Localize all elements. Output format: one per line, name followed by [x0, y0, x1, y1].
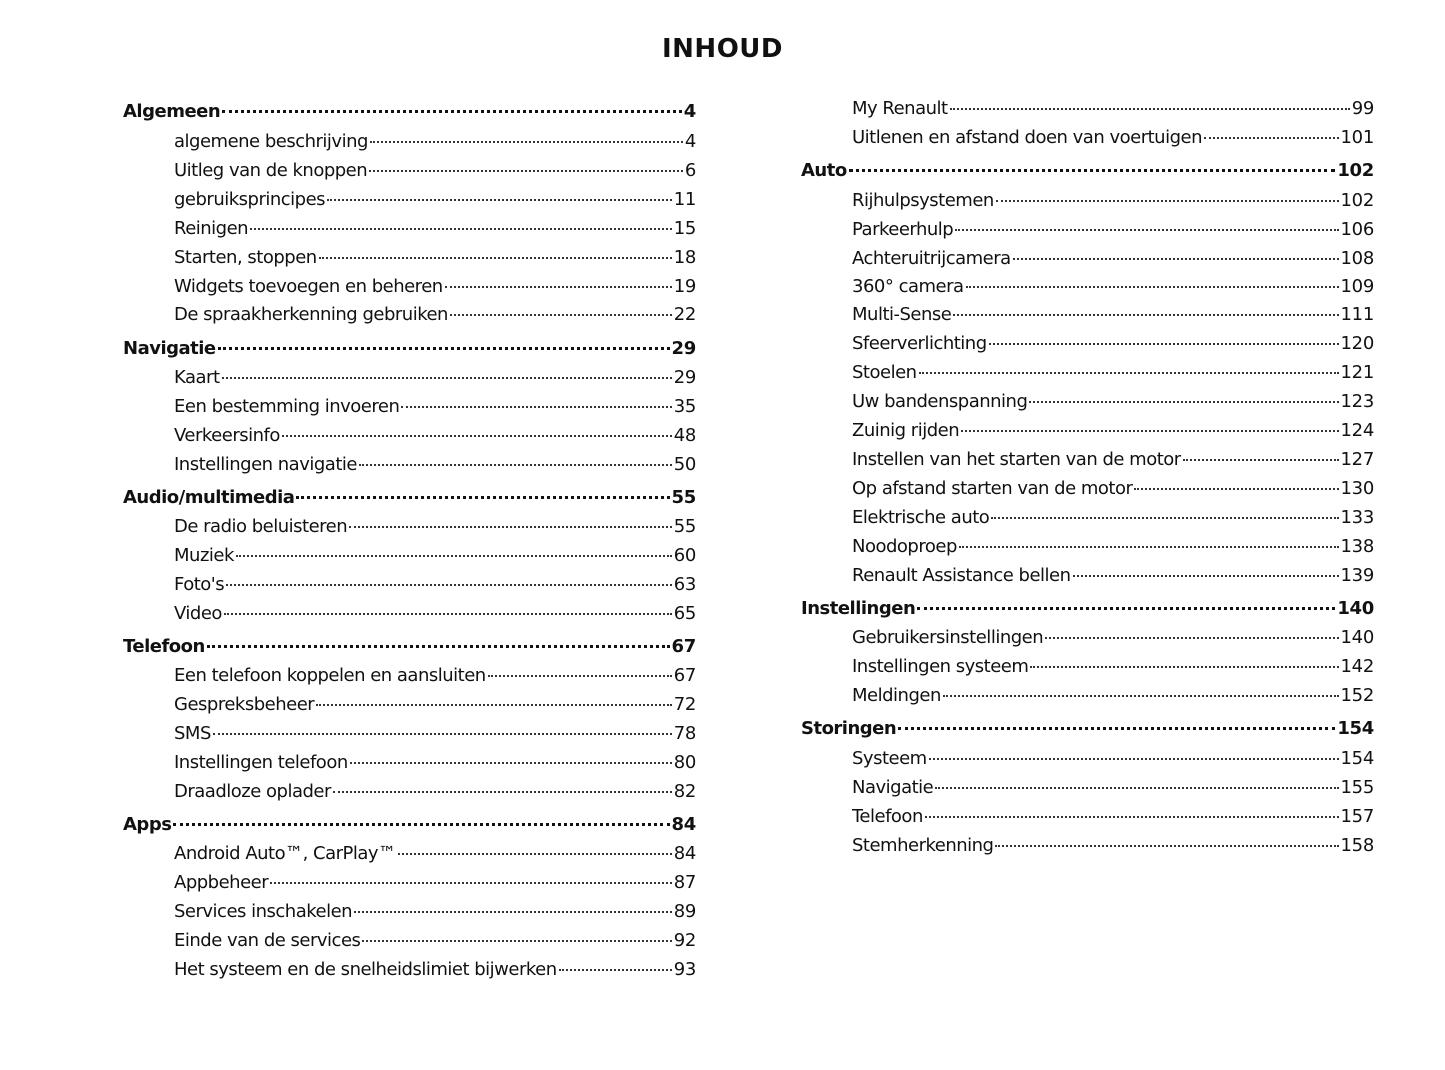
toc-entry[interactable] — [174, 780, 696, 804]
toc-page-number: 124 — [1340, 420, 1374, 441]
toc-page-number: 106 — [1340, 219, 1374, 240]
toc-entry[interactable] — [174, 900, 696, 924]
toc-page-number: 29 — [671, 338, 696, 359]
dot-leader — [1013, 258, 1339, 260]
toc-entry[interactable] — [852, 655, 1374, 679]
dot-leader — [316, 704, 672, 706]
toc-page-number: 121 — [1340, 362, 1374, 383]
toc-entry[interactable] — [174, 958, 696, 982]
toc-page-number: 133 — [1340, 507, 1374, 528]
toc-entry-label: Meldingen — [852, 685, 941, 706]
dot-leader — [236, 555, 672, 557]
toc-entry-label: Audio/multimedia — [123, 487, 295, 508]
dot-leader — [925, 816, 1339, 818]
dot-leader — [398, 853, 672, 855]
dot-leader — [959, 546, 1339, 548]
toc-entry-label: Einde van de services — [174, 930, 361, 951]
toc-page-number: 72 — [673, 694, 696, 715]
toc-page-number: 123 — [1340, 391, 1374, 412]
toc-entry-label: Stemherkenning — [852, 835, 994, 856]
toc-entry[interactable] — [174, 159, 696, 183]
toc-entry[interactable] — [852, 626, 1374, 650]
dot-leader — [450, 314, 672, 316]
toc-entry[interactable] — [852, 189, 1374, 213]
toc-entry-label: Uw bandenspanning — [852, 391, 1028, 412]
toc-page-number: 140 — [1337, 598, 1374, 619]
toc-entry-label: Telefoon — [123, 636, 205, 657]
dot-leader — [919, 372, 1339, 374]
toc-page-number: 93 — [673, 959, 696, 980]
toc-entry-label: De spraakherkenning gebruiken — [174, 304, 448, 325]
toc-entry[interactable] — [174, 573, 696, 597]
toc-entry[interactable] — [174, 395, 696, 419]
dot-leader — [362, 940, 671, 942]
dot-leader — [953, 314, 1338, 316]
toc-page-number: 35 — [673, 396, 696, 417]
toc-page-number: 67 — [671, 636, 696, 657]
toc-entry[interactable] — [174, 246, 696, 270]
toc-entry[interactable] — [174, 544, 696, 568]
toc-page-number: 60 — [673, 545, 696, 566]
toc-entry[interactable] — [174, 664, 696, 688]
toc-entry-label: Starten, stoppen — [174, 247, 317, 268]
dot-leader — [996, 200, 1339, 202]
dot-leader — [1030, 666, 1338, 668]
dot-leader — [350, 762, 672, 764]
toc-entry[interactable] — [174, 303, 696, 327]
toc-entry-label: Gespreksbeheer — [174, 694, 315, 715]
dot-leader — [327, 199, 672, 201]
toc-entry[interactable] — [852, 506, 1374, 530]
toc-entry-label: Systeem — [852, 748, 927, 769]
toc-entry-label: Verkeersinfo — [174, 425, 280, 446]
dot-leader — [849, 169, 1336, 172]
dot-leader — [1204, 137, 1339, 139]
toc-entry-label: De radio beluisteren — [174, 516, 348, 537]
toc-entry[interactable] — [852, 805, 1374, 829]
toc-entry-label: Foto's — [174, 574, 225, 595]
toc-page-number: 102 — [1337, 160, 1374, 181]
dot-leader — [488, 675, 672, 677]
toc-entry-label: Elektrische auto — [852, 507, 990, 528]
toc-entry[interactable] — [174, 602, 696, 626]
toc-entry-label: Instellingen navigatie — [174, 454, 357, 475]
toc-page-number: 55 — [671, 487, 696, 508]
toc-entry[interactable] — [174, 515, 696, 539]
toc-page-number: 82 — [673, 781, 696, 802]
dot-leader — [224, 613, 672, 615]
toc-entry-label: Algemeen — [123, 101, 221, 122]
dot-leader — [995, 845, 1338, 847]
dot-leader — [1183, 459, 1339, 461]
toc-page-number: 140 — [1340, 627, 1374, 648]
toc-page-number: 15 — [673, 218, 696, 239]
toc-section-entry[interactable] — [123, 635, 696, 659]
toc-entry[interactable] — [852, 97, 1374, 121]
toc-entry[interactable] — [174, 751, 696, 775]
toc-page-number: 18 — [673, 247, 696, 268]
dot-leader — [989, 343, 1339, 345]
toc-section-entry[interactable] — [123, 486, 696, 510]
toc-entry-label: Op afstand starten van de motor — [852, 478, 1133, 499]
toc-entry-label: Uitlenen en afstand doen van voertuigen — [852, 127, 1202, 148]
toc-page-number: 155 — [1340, 777, 1374, 798]
page-title: INHOUD — [662, 34, 783, 64]
dot-leader — [929, 758, 1339, 760]
toc-page-number: 92 — [673, 930, 696, 951]
toc-page-number: 120 — [1340, 333, 1374, 354]
toc-entry[interactable] — [174, 188, 696, 212]
toc-entry-label: Stoelen — [852, 362, 917, 383]
dot-leader — [319, 257, 672, 259]
toc-entry[interactable] — [174, 453, 696, 477]
toc-entry-label: Reinigen — [174, 218, 249, 239]
dot-leader — [898, 727, 1335, 730]
toc-page-number: 111 — [1340, 304, 1374, 325]
toc-entry[interactable] — [852, 218, 1374, 242]
toc-entry[interactable] — [852, 477, 1374, 501]
dot-leader — [370, 141, 683, 143]
toc-page-number: 67 — [673, 665, 696, 686]
toc-entry-label: Een bestemming invoeren — [174, 396, 400, 417]
dot-leader — [282, 435, 672, 437]
toc-entry[interactable] — [852, 419, 1374, 443]
toc-page-number: 108 — [1340, 248, 1374, 269]
toc-entry[interactable] — [174, 424, 696, 448]
toc-page-number: 99 — [1351, 98, 1374, 119]
toc-page-number: 152 — [1340, 685, 1374, 706]
toc-entry[interactable] — [852, 684, 1374, 708]
toc-entry[interactable] — [174, 366, 696, 390]
toc-section-entry[interactable] — [123, 100, 696, 124]
dot-leader — [955, 229, 1338, 231]
toc-entry-label: algemene beschrijving — [174, 131, 368, 152]
toc-entry-label: Een telefoon koppelen en aansluiten — [174, 665, 486, 686]
toc-page-number: 89 — [673, 901, 696, 922]
toc-section-entry[interactable] — [801, 717, 1374, 741]
toc-entry[interactable] — [852, 247, 1374, 271]
toc-page-number: 130 — [1340, 478, 1374, 499]
dot-leader — [222, 377, 672, 379]
dot-leader — [359, 464, 672, 466]
toc-entry-label: Gebruikersinstellingen — [852, 627, 1044, 648]
toc-entry-label: Uitleg van de knoppen — [174, 160, 368, 181]
toc-page-number: 78 — [673, 723, 696, 744]
toc-entry[interactable] — [852, 361, 1374, 385]
dot-leader — [1029, 401, 1338, 403]
dot-leader — [369, 170, 683, 172]
toc-page-number: 80 — [673, 752, 696, 773]
toc-entry-label: Navigatie — [852, 777, 934, 798]
toc-page-number: 6 — [684, 160, 696, 181]
toc-page-number: 138 — [1340, 536, 1374, 557]
toc-entry-label: Apps — [123, 814, 172, 835]
dot-leader — [559, 969, 672, 971]
toc-entry[interactable] — [174, 217, 696, 241]
dot-leader — [270, 882, 672, 884]
dot-leader — [1073, 575, 1339, 577]
toc-section-entry[interactable] — [801, 159, 1374, 183]
toc-entry[interactable] — [174, 693, 696, 717]
toc-entry[interactable] — [174, 722, 696, 746]
dot-leader — [935, 787, 1338, 789]
toc-entry-label: Services inschakelen — [174, 901, 353, 922]
toc-entry-label: Kaart — [174, 367, 220, 388]
dot-leader — [333, 791, 672, 793]
toc-entry-label: Instellingen systeem — [852, 656, 1029, 677]
toc-page-number: 101 — [1340, 127, 1374, 148]
dot-leader — [1134, 488, 1338, 490]
toc-entry-label: Appbeheer — [174, 872, 269, 893]
toc-entry-label: Telefoon — [852, 806, 923, 827]
toc-page-number: 102 — [1340, 190, 1374, 211]
toc-page-number: 84 — [671, 814, 696, 835]
toc-entry[interactable] — [852, 747, 1374, 771]
toc-page-number: 127 — [1340, 449, 1374, 470]
dot-leader — [950, 108, 1350, 110]
dot-leader — [1045, 637, 1338, 639]
toc-entry-label: Android Auto™, CarPlay™ — [174, 843, 396, 864]
toc-entry-label: Rijhulpsystemen — [852, 190, 994, 211]
toc-page-number: 158 — [1340, 835, 1374, 856]
dot-leader — [296, 496, 669, 499]
toc-entry[interactable] — [852, 564, 1374, 588]
toc-page-number: 65 — [673, 603, 696, 624]
toc-section-entry[interactable] — [123, 337, 696, 361]
toc-entry-label: Widgets toevoegen en beheren — [174, 276, 443, 297]
toc-entry-label: Instellingen — [801, 598, 916, 619]
toc-entry-label: Het systeem en de snelheidslimiet bijwerken — [174, 959, 557, 980]
toc-page-number: 55 — [673, 516, 696, 537]
toc-entry-label: Achteruitrijcamera — [852, 248, 1011, 269]
dot-leader — [207, 645, 670, 648]
toc-entry-label: Zuinig rijden — [852, 420, 960, 441]
dot-leader — [218, 347, 670, 350]
toc-page-number: 19 — [673, 276, 696, 297]
toc-section-entry[interactable] — [801, 597, 1374, 621]
toc-entry-label: 360° camera — [852, 276, 964, 297]
toc-entry-label: Instellen van het starten van de motor — [852, 449, 1181, 470]
dot-leader — [917, 607, 1335, 610]
dot-leader — [222, 110, 682, 113]
dot-leader — [961, 430, 1338, 432]
toc-page-number: 84 — [673, 843, 696, 864]
toc-entry[interactable] — [852, 275, 1374, 299]
toc-entry[interactable] — [174, 842, 696, 866]
toc-page-number: 4 — [683, 101, 696, 122]
toc-page-number: 109 — [1340, 276, 1374, 297]
toc-page-number: 11 — [673, 189, 696, 210]
toc-entry[interactable] — [852, 834, 1374, 858]
toc-page-number: 142 — [1340, 656, 1374, 677]
toc-page-number: 48 — [673, 425, 696, 446]
toc-page-number: 22 — [673, 304, 696, 325]
toc-entry-label: Parkeerhulp — [852, 219, 954, 240]
toc-entry[interactable] — [174, 871, 696, 895]
dot-leader — [401, 406, 671, 408]
toc-entry-label: Navigatie — [123, 338, 216, 359]
dot-leader — [349, 526, 672, 528]
toc-page-number: 29 — [673, 367, 696, 388]
toc-entry[interactable] — [852, 535, 1374, 559]
dot-leader — [943, 695, 1339, 697]
toc-entry-label: My Renault — [852, 98, 948, 119]
dot-leader — [991, 517, 1338, 519]
toc-entry-label: gebruiksprincipes — [174, 189, 326, 210]
toc-page-number: 63 — [673, 574, 696, 595]
toc-entry-label: Auto — [801, 160, 847, 181]
toc-entry-label: Instellingen telefoon — [174, 752, 348, 773]
toc-entry[interactable] — [852, 126, 1374, 150]
toc-entry-label: Noodoproep — [852, 536, 957, 557]
toc-entry[interactable] — [174, 929, 696, 953]
toc-page-number: 4 — [684, 131, 696, 152]
toc-entry-label: Sfeerverlichting — [852, 333, 987, 354]
dot-leader — [966, 286, 1339, 288]
toc-entry-label: SMS — [174, 723, 211, 744]
toc-entry-label: Multi-Sense — [852, 304, 952, 325]
toc-entry[interactable] — [852, 390, 1374, 414]
toc-page-number: 154 — [1337, 718, 1374, 739]
toc-entry-label: Draadloze oplader — [174, 781, 331, 802]
dot-leader — [226, 584, 672, 586]
dot-leader — [213, 733, 672, 735]
dot-leader — [250, 228, 672, 230]
toc-entry-label: Muziek — [174, 545, 234, 566]
dot-leader — [445, 286, 672, 288]
toc-page-number: 139 — [1340, 565, 1374, 586]
toc-page-number: 154 — [1340, 748, 1374, 769]
toc-entry-label: Video — [174, 603, 222, 624]
toc-entry[interactable] — [174, 275, 696, 299]
toc-page-number: 157 — [1340, 806, 1374, 827]
toc-section-entry[interactable] — [123, 813, 696, 837]
toc-page-number: 50 — [673, 454, 696, 475]
toc-entry[interactable] — [852, 776, 1374, 800]
toc-entry-label: Storingen — [801, 718, 897, 739]
toc-entry[interactable] — [852, 448, 1374, 472]
dot-leader — [354, 911, 672, 913]
toc-entry[interactable] — [852, 303, 1374, 327]
toc-entry[interactable] — [174, 130, 696, 154]
dot-leader — [173, 823, 669, 826]
toc-entry-label: Renault Assistance bellen — [852, 565, 1071, 586]
toc-entry[interactable] — [852, 332, 1374, 356]
toc-page-number: 87 — [673, 872, 696, 893]
